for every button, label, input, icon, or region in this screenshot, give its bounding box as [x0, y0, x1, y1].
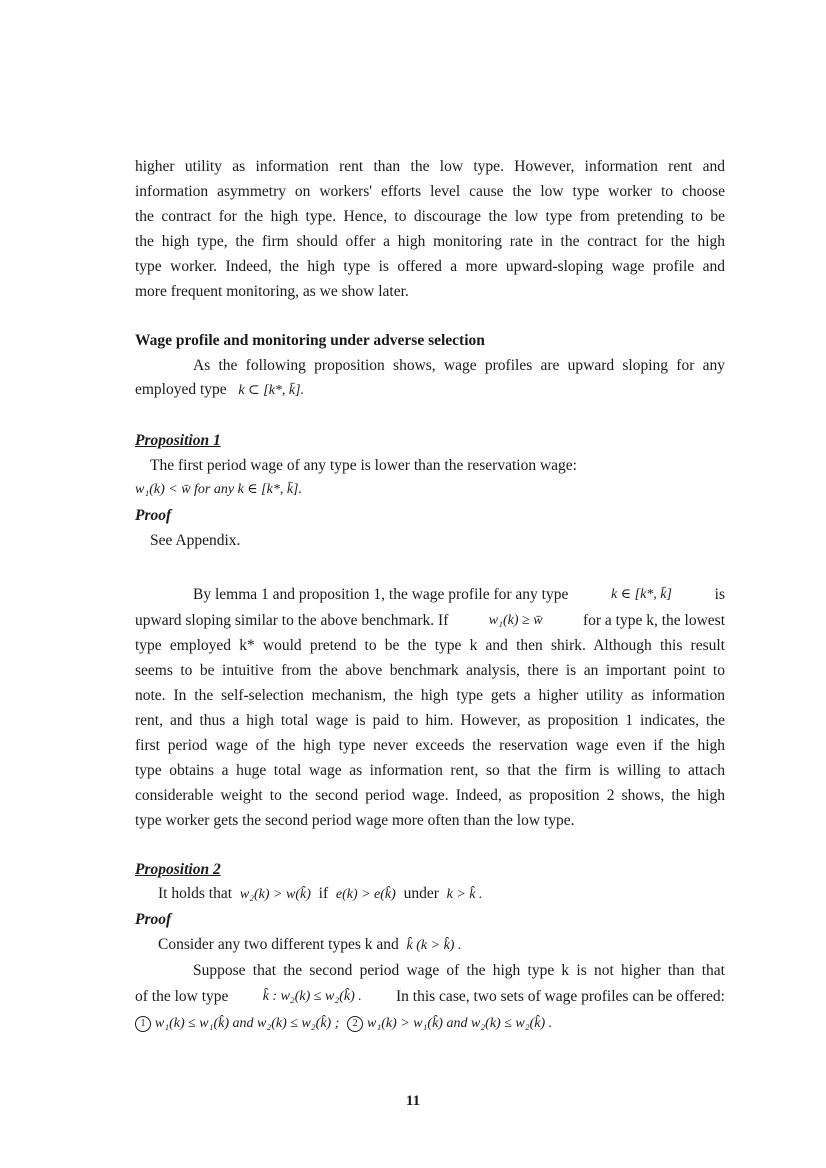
body-text-line: information asymmetry on workers' efforts level cause the low type worker to choose: [135, 183, 725, 200]
text-span: employed type: [135, 381, 227, 398]
body-text-line: type employed k* would pretend to be the type k and then shirk. Although this result: [135, 637, 725, 654]
body-text-line: type obtains a huge total wage as information rent, so that the firm is willing to attach: [135, 762, 725, 779]
text-span: for a type k, the lowest: [582, 612, 725, 629]
body-text-line: [135, 987, 725, 1007]
body-text-line: rent, and thus a high total wage is paid to him. However, as proposition 1 indicates, the: [135, 712, 725, 729]
math-expression: k ∈ [k*, k̄]: [611, 587, 672, 602]
body-text-line: type worker gets the second period wage more often than the low type.: [135, 812, 575, 829]
body-text-line: See Appendix.: [150, 532, 241, 549]
body-text-line: first period wage of the high type never exceeds the reservation wage even if the high: [135, 737, 725, 754]
text-span: It holds that: [158, 885, 233, 902]
body-text-line: type worker. Indeed, the high type is offered a more upward-sloping wage profile and: [135, 258, 725, 275]
body-text-line: more frequent monitoring, as we show later.: [135, 283, 409, 300]
circled-number-2: 2: [347, 1016, 363, 1032]
body-text-line: higher utility as information rent than the low type. However, information rent and: [135, 158, 725, 175]
body-text-line: [193, 585, 725, 605]
body-text-line: the high type, the firm should offer a high monitoring rate in the contract for the high: [135, 233, 725, 250]
math-expression: w₁(k) ≤ w₁(k̂) and w₂(k) ≤ w₂(k̂) ;: [154, 1016, 340, 1031]
body-text-line: Suppose that the second period wage of the high type k is not higher than that: [193, 962, 725, 979]
text-span: if: [318, 885, 329, 902]
proposition-2-title: Proposition 2: [135, 861, 221, 878]
math-expression: w₂(k) > w(k̂): [239, 887, 311, 902]
body-text-line: seems to be intuitive from the above benchmark analysis, there is an important point to: [135, 662, 725, 679]
text-span: of the low type: [135, 988, 229, 1005]
body-text-line: [135, 1013, 725, 1034]
proof-label: Proof: [135, 507, 172, 524]
body-text-line: [158, 935, 748, 956]
body-text-line: [158, 884, 748, 905]
proof-label: Proof: [135, 911, 172, 928]
math-expression: k > k̂ .: [446, 887, 483, 902]
circled-number-1: 1: [135, 1016, 151, 1032]
body-text-line: [135, 380, 725, 401]
text-span: is: [714, 586, 725, 603]
body-text-line: considerable weight to the second period wage. Indeed, as proposition 2 shows, the high: [135, 787, 725, 804]
section-heading: Wage profile and monitoring under adverse selection: [135, 332, 485, 349]
proposition-1-title: Proposition 1: [135, 432, 221, 449]
math-expression: k ⊂ [k*, k̄].: [238, 383, 305, 398]
body-text-line: The first period wage of any type is lower than the reservation wage:: [150, 457, 577, 474]
text-span: under: [403, 885, 439, 902]
math-expression: w₁(k) < w̄ for any k ∈ [k*, k̄].: [135, 482, 302, 497]
page-number: 11: [405, 1093, 421, 1109]
text-span: By lemma 1 and proposition 1, the wage profile for any type: [193, 586, 569, 603]
math-expression: k̂ : w₂(k) ≤ w₂(k̂) .: [262, 989, 362, 1004]
body-text-line: note. In the self-selection mechanism, the high type gets a higher utility as information: [135, 687, 725, 704]
text-span: upward sloping similar to the above benchmark. If: [135, 612, 449, 629]
math-expression: k̂ (k > k̂) .: [406, 938, 462, 953]
body-text-line: As the following proposition shows, wage profiles are upward sloping for any: [193, 357, 725, 374]
math-expression: w₁(k) ≥ w̄: [488, 613, 543, 628]
math-expression: e(k) > e(k̂): [335, 887, 396, 902]
text-span: In this case, two sets of wage profiles can be offered:: [396, 988, 725, 1005]
body-text-line: [135, 611, 725, 631]
body-text-line: the contract for the high type. Hence, to discourage the low type from pretending to be: [135, 208, 725, 225]
math-expression: w₁(k) > w₁(k̂) and w₂(k) ≤ w₂(k̂) .: [367, 1016, 553, 1031]
text-span: Consider any two different types k and: [158, 936, 399, 953]
